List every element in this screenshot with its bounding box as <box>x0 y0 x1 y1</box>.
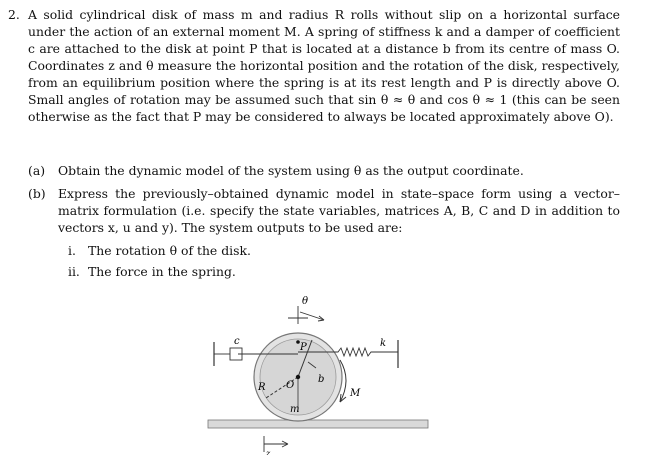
P-label: P <box>300 342 307 353</box>
k-label: k <box>380 338 387 349</box>
ground <box>208 420 428 428</box>
m-label: m <box>290 404 300 415</box>
c-label: c <box>234 336 240 347</box>
O-label: O <box>286 380 295 391</box>
problem-text: A solid cylindrical disk of mass m and radius R rolls without slip on a horizontal surface under the action of an external moment M. A spring of stiffness k and a damper of coefficient c are attached to the disk at point P that is located at a distance b from its centre of mass O. Coordinates z and θ measure the horizontal position and the rotation of the disk, respectively, from an equilibrium position where the spring is at its rest length and P is directly above O. Small angles of rotation may be assumed such that sin θ ≈ θ and cos θ ≈ 1 (this can be seen otherwise as the fact that P may be considered to always be located approximately above O). <box>28 7 620 124</box>
disk-figure <box>200 290 440 455</box>
part-b <box>28 185 620 236</box>
subpart-i <box>68 242 620 259</box>
part-a-label: (a) <box>28 163 46 178</box>
part-b-text: Express the previously–obtained dynamic model in state–space form using a vector–matrix formulation (i.e. specify the state variables, matrices A, B, C and D in addition to vectors x, u and y). The system outputs to be used are: <box>58 186 620 235</box>
subpart-ii <box>68 263 620 280</box>
R-label: R <box>258 382 266 393</box>
b-label: b <box>318 374 325 385</box>
theta-label: θ <box>302 296 309 307</box>
problem-number: 2. <box>8 7 20 22</box>
z-label: z <box>266 449 271 455</box>
M-label: M <box>350 388 361 399</box>
subpart-ii-text: The force in the spring. <box>88 264 236 279</box>
subpart-ii-label: ii. <box>68 264 80 279</box>
subpart-i-text: The rotation θ of the disk. <box>88 243 251 258</box>
centre-point <box>296 375 300 379</box>
subpart-i-label: i. <box>68 243 76 258</box>
part-a <box>28 162 620 179</box>
part-a-text: Obtain the dynamic model of the system using θ as the output coordinate. <box>58 163 524 178</box>
problem-parts <box>28 162 620 284</box>
problem-statement <box>8 6 620 125</box>
theta-arrow <box>300 312 324 320</box>
part-b-label: (b) <box>28 186 46 201</box>
